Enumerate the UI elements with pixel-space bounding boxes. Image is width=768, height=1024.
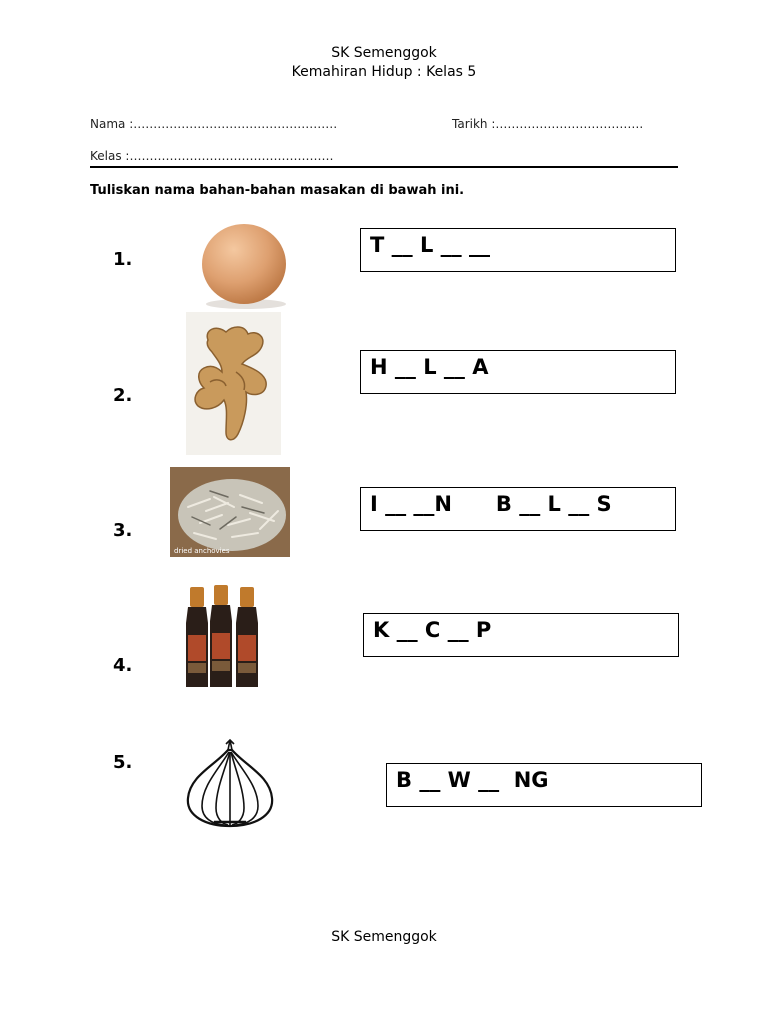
anchovies-image <box>170 467 290 557</box>
ginger-image <box>186 312 281 455</box>
subject-title: Kemahiran Hidup : Kelas 5 <box>291 64 477 80</box>
nama-field[interactable]: Nama :…………………………………………… <box>90 117 338 131</box>
tarikh-field[interactable]: Tarikh :………………………………. <box>452 117 644 131</box>
question-number-3: 3. <box>113 520 133 541</box>
answer-box-1[interactable]: T __ L __ __ <box>360 228 676 272</box>
school-title: SK Semenggok <box>331 45 437 61</box>
question-number-1: 1. <box>113 249 133 270</box>
header-divider <box>90 166 678 168</box>
answer-box-4[interactable]: K __ C __ P <box>363 613 679 657</box>
answer-box-3[interactable]: I __ __N B __ L __ S <box>360 487 676 531</box>
footer-school: SK Semenggok <box>331 929 437 945</box>
soy-sauce-image <box>184 583 268 693</box>
question-number-4: 4. <box>113 655 133 676</box>
answer-box-5[interactable]: B __ W __ NG <box>386 763 702 807</box>
answer-box-2[interactable]: H __ L __ A <box>360 350 676 394</box>
anchovies-caption: dried anchovies <box>174 547 230 555</box>
egg-image <box>196 220 292 310</box>
question-number-2: 2. <box>113 385 133 406</box>
onion-image <box>184 736 276 830</box>
instruction-text: Tuliskan nama bahan-bahan masakan di bawah ini. <box>90 183 465 198</box>
kelas-field[interactable]: Kelas :…………………………………………… <box>90 149 334 163</box>
question-number-5: 5. <box>113 752 133 773</box>
